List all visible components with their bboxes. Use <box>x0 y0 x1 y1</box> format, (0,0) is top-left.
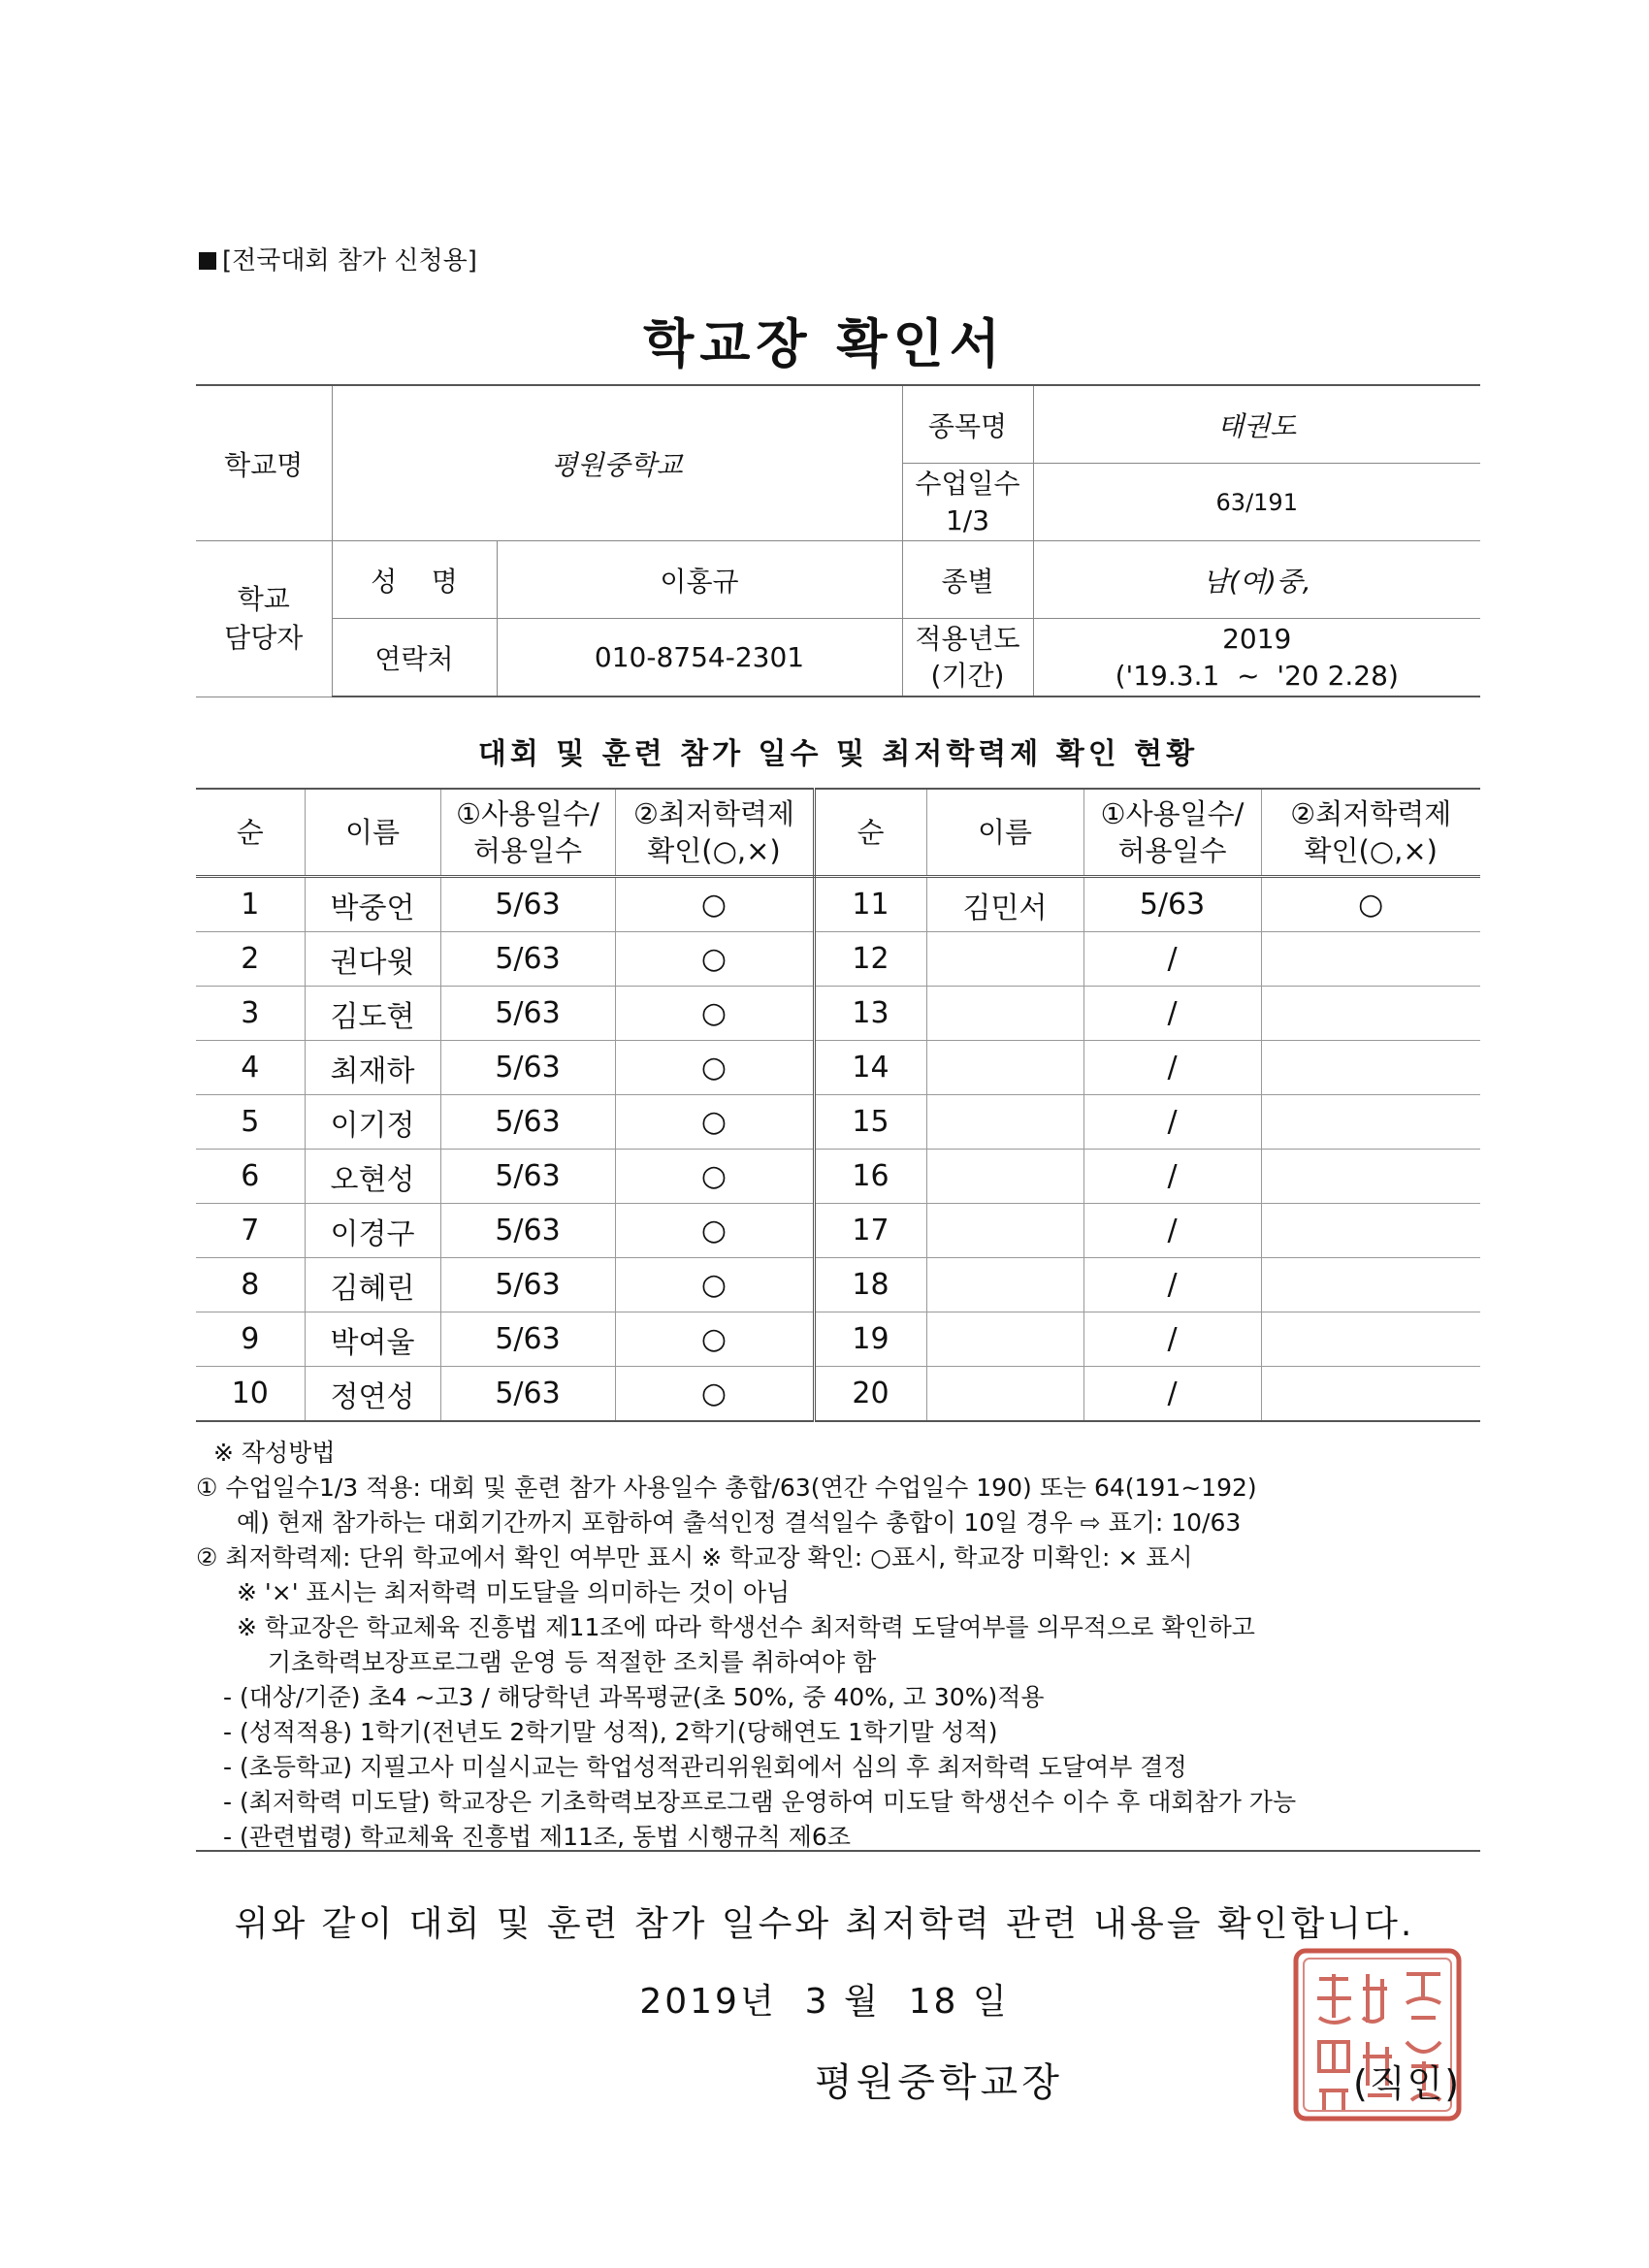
row-no: 15 <box>814 1095 926 1150</box>
row-name: 이기정 <box>305 1095 440 1150</box>
attendance-table <box>196 788 1480 1422</box>
school-label: 학교명 <box>196 385 332 541</box>
header-name: 이름 <box>305 789 440 877</box>
note-line: ① 수업일수1/3 적용: 대회 및 훈련 참가 사용일수 총합/63(연간 수업일수 190) 또는 64(191~192) <box>196 1474 1257 1502</box>
row-check <box>1261 1312 1480 1367</box>
document-title: 학교장 확인서 <box>643 313 1006 374</box>
row-name: 권다윗 <box>305 932 440 987</box>
row-name <box>926 1367 1083 1422</box>
header-no: 순 <box>196 789 305 877</box>
row-name: 박여울 <box>305 1312 440 1367</box>
row-used-days: 5/63 <box>440 932 615 987</box>
row-name <box>926 987 1083 1041</box>
header-min-academic: ②최저학력제 확인(○,×) <box>1261 789 1480 877</box>
note-line: ② 최저학력제: 단위 학교에서 확인 여부만 표시 ※ 학교장 확인: ○표시, 학교장 미확인: × 표시 <box>196 1543 1193 1571</box>
note-line: 기초학력보장프로그램 운영 등 적절한 조치를 취하여야 함 <box>268 1648 877 1676</box>
row-name <box>926 1258 1083 1312</box>
row-no: 9 <box>196 1312 305 1367</box>
table-row <box>196 1150 1480 1204</box>
row-no: 17 <box>814 1204 926 1258</box>
table-row <box>196 1258 1480 1312</box>
row-name: 이경구 <box>305 1204 440 1258</box>
row-used-days: / <box>1083 987 1261 1041</box>
row-no: 12 <box>814 932 926 987</box>
row-used-days: / <box>1083 932 1261 987</box>
row-used-days: / <box>1083 1095 1261 1150</box>
row-used-days: / <box>1083 1258 1261 1312</box>
row-check: ○ <box>615 987 814 1041</box>
notes-bottom-rule <box>196 1850 1480 1852</box>
row-name <box>926 1312 1083 1367</box>
row-used-days: 5/63 <box>440 987 615 1041</box>
row-check: ○ <box>615 1150 814 1204</box>
table-row <box>196 1367 1480 1422</box>
header-no: 순 <box>814 789 926 877</box>
document-type-label: [전국대회 참가 신청용] <box>199 241 477 276</box>
row-no: 13 <box>814 987 926 1041</box>
row-name: 오현성 <box>305 1150 440 1204</box>
row-check: ○ <box>615 932 814 987</box>
note-line: ※ 작성방법 <box>213 1439 336 1467</box>
row-no: 18 <box>814 1258 926 1312</box>
row-used-days: / <box>1083 1312 1261 1367</box>
class-days-label: 수업일수 1/3 <box>902 464 1033 541</box>
row-no: 11 <box>814 877 926 932</box>
row-check <box>1261 1095 1480 1150</box>
row-no: 2 <box>196 932 305 987</box>
gender-label: 종별 <box>902 541 1033 619</box>
row-check <box>1261 987 1480 1041</box>
year-label: 적용년도 (기간) <box>902 619 1033 697</box>
row-check <box>1261 1258 1480 1312</box>
note-line: - (대상/기준) 초4 ~고3 / 해당학년 과목평균(초 50%, 중 40%, 고 30%)적용 <box>223 1683 1045 1711</box>
note-line: - (성적적용) 1학기(전년도 2학기말 성적), 2학기(당해연도 1학기말 성적) <box>223 1718 998 1746</box>
row-used-days: 5/63 <box>440 1150 615 1204</box>
row-no: 7 <box>196 1204 305 1258</box>
row-name <box>926 1041 1083 1095</box>
issue-date: 2019년 3 월 18 일 <box>639 1982 1010 2022</box>
header-min-academic: ②최저학력제 확인(○,×) <box>615 789 814 877</box>
row-used-days: 5/63 <box>440 1367 615 1422</box>
principal-signature: 평원중학교장 <box>815 2060 1063 2105</box>
school-info-table <box>196 384 1480 697</box>
row-used-days: 5/63 <box>1083 877 1261 932</box>
gender-value: 남(여)중, <box>1033 541 1480 619</box>
row-no: 8 <box>196 1258 305 1312</box>
note-line: - (관련법령) 학교체육 진흥법 제11조, 동법 시행규칙 제6조 <box>223 1823 851 1851</box>
row-no: 19 <box>814 1312 926 1367</box>
table-row <box>196 987 1480 1041</box>
row-no: 3 <box>196 987 305 1041</box>
row-name <box>926 1150 1083 1204</box>
row-name: 김도현 <box>305 987 440 1041</box>
row-name <box>926 1204 1083 1258</box>
row-used-days: / <box>1083 1041 1261 1095</box>
school-name: 평원중학교 <box>332 385 902 541</box>
row-check: ○ <box>615 1204 814 1258</box>
row-check: ○ <box>1261 877 1480 932</box>
row-check <box>1261 1367 1480 1422</box>
writing-instructions <box>196 1436 1480 1855</box>
contact-value: 010-8754-2301 <box>497 619 902 697</box>
row-used-days: 5/63 <box>440 1312 615 1367</box>
row-check: ○ <box>615 1095 814 1150</box>
square-bullet-icon <box>199 252 216 270</box>
table-row <box>196 1312 1480 1367</box>
name-label: 성 명 <box>332 541 497 619</box>
row-check: ○ <box>615 1312 814 1367</box>
row-name: 최재하 <box>305 1041 440 1095</box>
table-row <box>196 932 1480 987</box>
table-header-row <box>196 789 1480 877</box>
row-used-days: / <box>1083 1150 1261 1204</box>
row-name: 정연성 <box>305 1367 440 1422</box>
row-name: 김혜린 <box>305 1258 440 1312</box>
row-check <box>1261 1041 1480 1095</box>
row-check <box>1261 932 1480 987</box>
row-no: 10 <box>196 1367 305 1422</box>
row-name <box>926 932 1083 987</box>
row-no: 6 <box>196 1150 305 1204</box>
row-no: 16 <box>814 1150 926 1204</box>
table-row <box>196 1204 1480 1258</box>
note-line: 예) 현재 참가하는 대회기간까지 포함하여 출석인정 결석일수 총합이 10일 경우 ⇨ 표기: 10/63 <box>237 1508 1242 1537</box>
row-no: 14 <box>814 1041 926 1095</box>
row-used-days: 5/63 <box>440 1258 615 1312</box>
row-no: 4 <box>196 1041 305 1095</box>
note-line: ※ 학교장은 학교체육 진흥법 제11조에 따라 학생선수 최저학력 도달여부를 의무적으로 확인하고 <box>237 1613 1255 1641</box>
name-value: 이홍규 <box>497 541 902 619</box>
seal-label: (직인) <box>1353 2062 1462 2105</box>
row-used-days: 5/63 <box>440 877 615 932</box>
year-value: 2019 ('19.3.1 ~ '20 2.28) <box>1033 619 1480 697</box>
section-title: 대회 및 훈련 참가 일수 및 최저학력제 확인 현황 <box>477 737 1199 771</box>
note-line: - (최저학력 미도달) 학교장은 기초학력보장프로그램 운영하여 미도달 학생선수 이수 후 대회참가 가능 <box>223 1788 1297 1816</box>
staff-label: 학교 담당자 <box>196 541 332 697</box>
row-used-days: 5/63 <box>440 1204 615 1258</box>
table-row <box>196 877 1480 932</box>
row-used-days: / <box>1083 1367 1261 1422</box>
row-check: ○ <box>615 877 814 932</box>
row-check: ○ <box>615 1258 814 1312</box>
event-label: 종목명 <box>902 385 1033 464</box>
row-check <box>1261 1150 1480 1204</box>
note-line: ※ '×' 표시는 최저학력 미도달을 의미하는 것이 아님 <box>237 1578 791 1606</box>
row-no: 20 <box>814 1367 926 1422</box>
header-name: 이름 <box>926 789 1083 877</box>
row-name: 김민서 <box>926 877 1083 932</box>
row-name <box>926 1095 1083 1150</box>
row-used-days: / <box>1083 1204 1261 1258</box>
event-value: 태권도 <box>1033 385 1480 464</box>
row-check: ○ <box>615 1041 814 1095</box>
row-name: 박중언 <box>305 877 440 932</box>
row-check <box>1261 1204 1480 1258</box>
row-check: ○ <box>615 1367 814 1422</box>
row-used-days: 5/63 <box>440 1041 615 1095</box>
row-used-days: 5/63 <box>440 1095 615 1150</box>
table-row <box>196 1041 1480 1095</box>
header-used-days: ①사용일수/ 허용일수 <box>1083 789 1261 877</box>
confirmation-statement: 위와 같이 대회 및 훈련 참가 일수와 최저학력 관련 내용을 확인합니다. <box>234 1904 1415 1944</box>
row-no: 1 <box>196 877 305 932</box>
table-row <box>196 1095 1480 1150</box>
contact-label: 연락처 <box>332 619 497 697</box>
header-used-days: ①사용일수/ 허용일수 <box>440 789 615 877</box>
note-line: - (초등학교) 지필고사 미실시교는 학업성적관리위원회에서 심의 후 최저학력 도달여부 결정 <box>223 1753 1187 1781</box>
row-no: 5 <box>196 1095 305 1150</box>
class-days-value: 63/191 <box>1033 464 1480 541</box>
